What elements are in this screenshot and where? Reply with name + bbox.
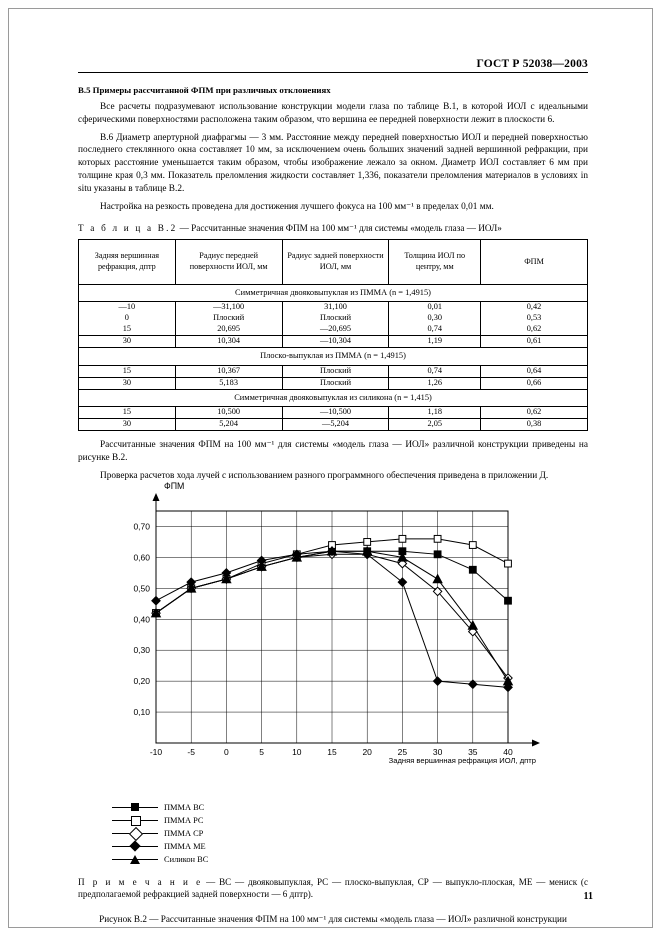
section-heading-b5: В.5 Примеры рассчитанной ФПМ при различных отклонениях bbox=[78, 85, 331, 95]
cell: Плоский bbox=[175, 313, 282, 324]
cell: 0,53 bbox=[481, 313, 588, 324]
table-row bbox=[79, 365, 588, 377]
svg-text:35: 35 bbox=[468, 746, 478, 757]
cell: 0,62 bbox=[481, 407, 588, 419]
legend-line-icon bbox=[112, 828, 158, 838]
legend-item bbox=[112, 827, 588, 840]
cell: 0,01 bbox=[389, 302, 481, 314]
legend-item bbox=[112, 853, 588, 866]
legend-line-icon bbox=[112, 815, 158, 825]
cell: —20,695 bbox=[282, 324, 389, 336]
cell: 15 bbox=[79, 324, 176, 336]
cell: —10,500 bbox=[282, 407, 389, 419]
cell: 20,695 bbox=[175, 324, 282, 336]
cell: 1,18 bbox=[389, 407, 481, 419]
group-title: Симметричная двояковыпуклая из силикона (n = 1,415) bbox=[79, 389, 588, 407]
cell: 10,304 bbox=[175, 336, 282, 348]
triangle-filled-icon bbox=[130, 855, 140, 864]
cell: 30 bbox=[79, 336, 176, 348]
svg-text:5: 5 bbox=[259, 746, 264, 757]
table-group-header bbox=[79, 348, 588, 366]
page-number: 11 bbox=[583, 891, 593, 902]
legend-line-icon bbox=[112, 854, 158, 864]
cell: 30 bbox=[79, 419, 176, 431]
col-header-2: Радиус задней поверхности ИОЛ, мм bbox=[282, 239, 389, 284]
table-row bbox=[79, 336, 588, 348]
paragraph-focus: Настройка на резкость проведена для достижения лучшего фокуса на 100 мм⁻¹ в пределах 0,01 мм. bbox=[100, 201, 494, 212]
figure-b2-chart bbox=[78, 480, 588, 797]
table-row bbox=[79, 324, 588, 336]
svg-text:25: 25 bbox=[397, 746, 408, 757]
svg-text:0: 0 bbox=[224, 746, 229, 757]
cell: —31,100 bbox=[175, 302, 282, 314]
group-title: Плоско-выпуклая из ПММА (n = 1,4915) bbox=[79, 348, 588, 366]
paragraph-after-table-2: Проверка расчетов хода лучей с использованием разного программного обеспечения приведена в приложении Д. bbox=[100, 470, 549, 481]
table-header-row bbox=[79, 239, 588, 284]
cell: Плоский bbox=[282, 377, 389, 389]
cell: 0,74 bbox=[389, 365, 481, 377]
svg-text:0,50: 0,50 bbox=[133, 582, 150, 593]
svg-text:-10: -10 bbox=[149, 746, 163, 757]
legend-item bbox=[112, 814, 588, 827]
square-filled-icon bbox=[131, 803, 139, 811]
table-caption-text: — Рассчитанные значения ФПМ на 100 мм⁻¹ для системы «модель глаза — ИОЛ» bbox=[177, 222, 502, 233]
cell: 15 bbox=[79, 365, 176, 377]
legend-line-icon bbox=[112, 802, 158, 812]
legend-item bbox=[112, 840, 588, 853]
legend-item bbox=[112, 801, 588, 814]
table-group-header bbox=[79, 389, 588, 407]
note-block bbox=[78, 876, 588, 901]
legend-label: ПММА СР bbox=[164, 828, 204, 838]
table-row bbox=[79, 407, 588, 419]
legend-label: ПММА ВС bbox=[164, 802, 205, 812]
cell: 0,38 bbox=[481, 419, 588, 431]
diamond-filled-icon bbox=[129, 840, 140, 851]
square-open-icon bbox=[131, 816, 141, 826]
paragraph-b5: Все расчеты подразумевают использование конструкции модели глаза по таблице В.1, в которой ИОЛ с идеальными сферическими поверхностями расположена таким образом, что вершина ее передней поверхности лежит в плоскости 6. bbox=[78, 102, 588, 125]
svg-text:ФПМ: ФПМ bbox=[164, 480, 185, 491]
cell: Плоский bbox=[282, 365, 389, 377]
table-row bbox=[79, 313, 588, 324]
cell: 0,62 bbox=[481, 324, 588, 336]
table-row bbox=[79, 419, 588, 431]
cell: 0,66 bbox=[481, 377, 588, 389]
table-row bbox=[79, 377, 588, 389]
cell: 0,42 bbox=[481, 302, 588, 314]
table-caption bbox=[78, 223, 588, 234]
svg-text:0,20: 0,20 bbox=[133, 675, 150, 686]
col-header-4: ФПМ bbox=[481, 239, 588, 284]
svg-text:0,70: 0,70 bbox=[133, 521, 150, 532]
cell: 0,64 bbox=[481, 365, 588, 377]
table-b2 bbox=[78, 239, 588, 432]
cell: 1,26 bbox=[389, 377, 481, 389]
cell: 31,100 bbox=[282, 302, 389, 314]
paragraph-after-table-1: Рассчитанные значения ФПМ на 100 мм⁻¹ для системы «модель глаза — ИОЛ» различной конструкции приведены на рисунке В.2. bbox=[78, 440, 588, 463]
cell: Плоский bbox=[282, 313, 389, 324]
col-header-3: Толщина ИОЛ по центру, мм bbox=[389, 239, 481, 284]
cell: 0,30 bbox=[389, 313, 481, 324]
table-row bbox=[79, 302, 588, 314]
svg-text:0,10: 0,10 bbox=[133, 706, 150, 717]
paragraph-b6: В.6 Диаметр апертурной диафрагмы — 3 мм. Расстояние между передней поверхностью ИОЛ и передней поверхностью последнего стеклянного окна составляет 10 мм, за исключением очень больших значений задней вершинной рефракции, при которых расстояние уменьшается таким образом, чтобы изображение лежало за окном. Диаметр ИОЛ составляет 6 мм при толщине края 0,3 мм. Показатель преломления жидкости составляет 1,336, показатели преломления материалов в условиях in situ указаны в таблице В.2. bbox=[78, 132, 588, 194]
figure-caption: Рисунок В.2 — Рассчитанные значения ФПМ на 100 мм⁻¹ для системы «модель глаза — ИОЛ» различной конструкции bbox=[99, 914, 567, 925]
table-group-header bbox=[79, 284, 588, 302]
cell: —10,304 bbox=[282, 336, 389, 348]
table-caption-prefix: Т а б л и ц а В.2 bbox=[78, 222, 178, 233]
cell: 5,204 bbox=[175, 419, 282, 431]
cell: —5,204 bbox=[282, 419, 389, 431]
svg-text:10: 10 bbox=[292, 746, 302, 757]
chart-legend bbox=[112, 801, 588, 866]
svg-text:0,40: 0,40 bbox=[133, 613, 150, 624]
legend-label: ПММА РС bbox=[164, 815, 204, 825]
svg-text:40: 40 bbox=[503, 746, 513, 757]
svg-text:Задняя вершинная рефракция ИОЛ: Задняя вершинная рефракция ИОЛ, дптр bbox=[388, 755, 536, 765]
cell: 10,500 bbox=[175, 407, 282, 419]
col-header-0: Задняя вершинная рефракция, дптр bbox=[79, 239, 176, 284]
legend-label: Силикон ВС bbox=[164, 854, 209, 864]
chart-canvas bbox=[78, 480, 588, 797]
svg-text:0,60: 0,60 bbox=[133, 552, 150, 563]
note-text: — ВС — двояковыпуклая, РС — плоско-выпуклая, СР — выпукло-плоская, МЕ — мениск (с предполагаемой рефракцией задней поверхности — 6 дптр). bbox=[78, 876, 588, 900]
cell: 0,74 bbox=[389, 324, 481, 336]
col-header-1: Радиус передней поверхности ИОЛ, мм bbox=[175, 239, 282, 284]
cell: 10,367 bbox=[175, 365, 282, 377]
cell: 1,19 bbox=[389, 336, 481, 348]
cell: 15 bbox=[79, 407, 176, 419]
svg-text:30: 30 bbox=[432, 746, 443, 757]
group-title: Симметричная двояковыпуклая из ПММА (n = 1,4915) bbox=[79, 284, 588, 302]
cell: 0,61 bbox=[481, 336, 588, 348]
note-prefix: П р и м е ч а н и е bbox=[78, 876, 203, 887]
svg-text:20: 20 bbox=[362, 746, 372, 757]
cell: 30 bbox=[79, 377, 176, 389]
cell: 5,183 bbox=[175, 377, 282, 389]
svg-text:0,30: 0,30 bbox=[133, 644, 150, 655]
cell: 0 bbox=[79, 313, 176, 324]
legend-line-icon bbox=[112, 841, 158, 851]
svg-text:15: 15 bbox=[327, 746, 337, 757]
page-content bbox=[78, 58, 588, 926]
cell: 2,05 bbox=[389, 419, 481, 431]
document-header: ГОСТ Р 52038—2003 bbox=[78, 58, 588, 73]
cell: —10 bbox=[79, 302, 176, 314]
svg-text:-5: -5 bbox=[187, 746, 195, 757]
legend-label: ПММА МЕ bbox=[164, 841, 206, 851]
